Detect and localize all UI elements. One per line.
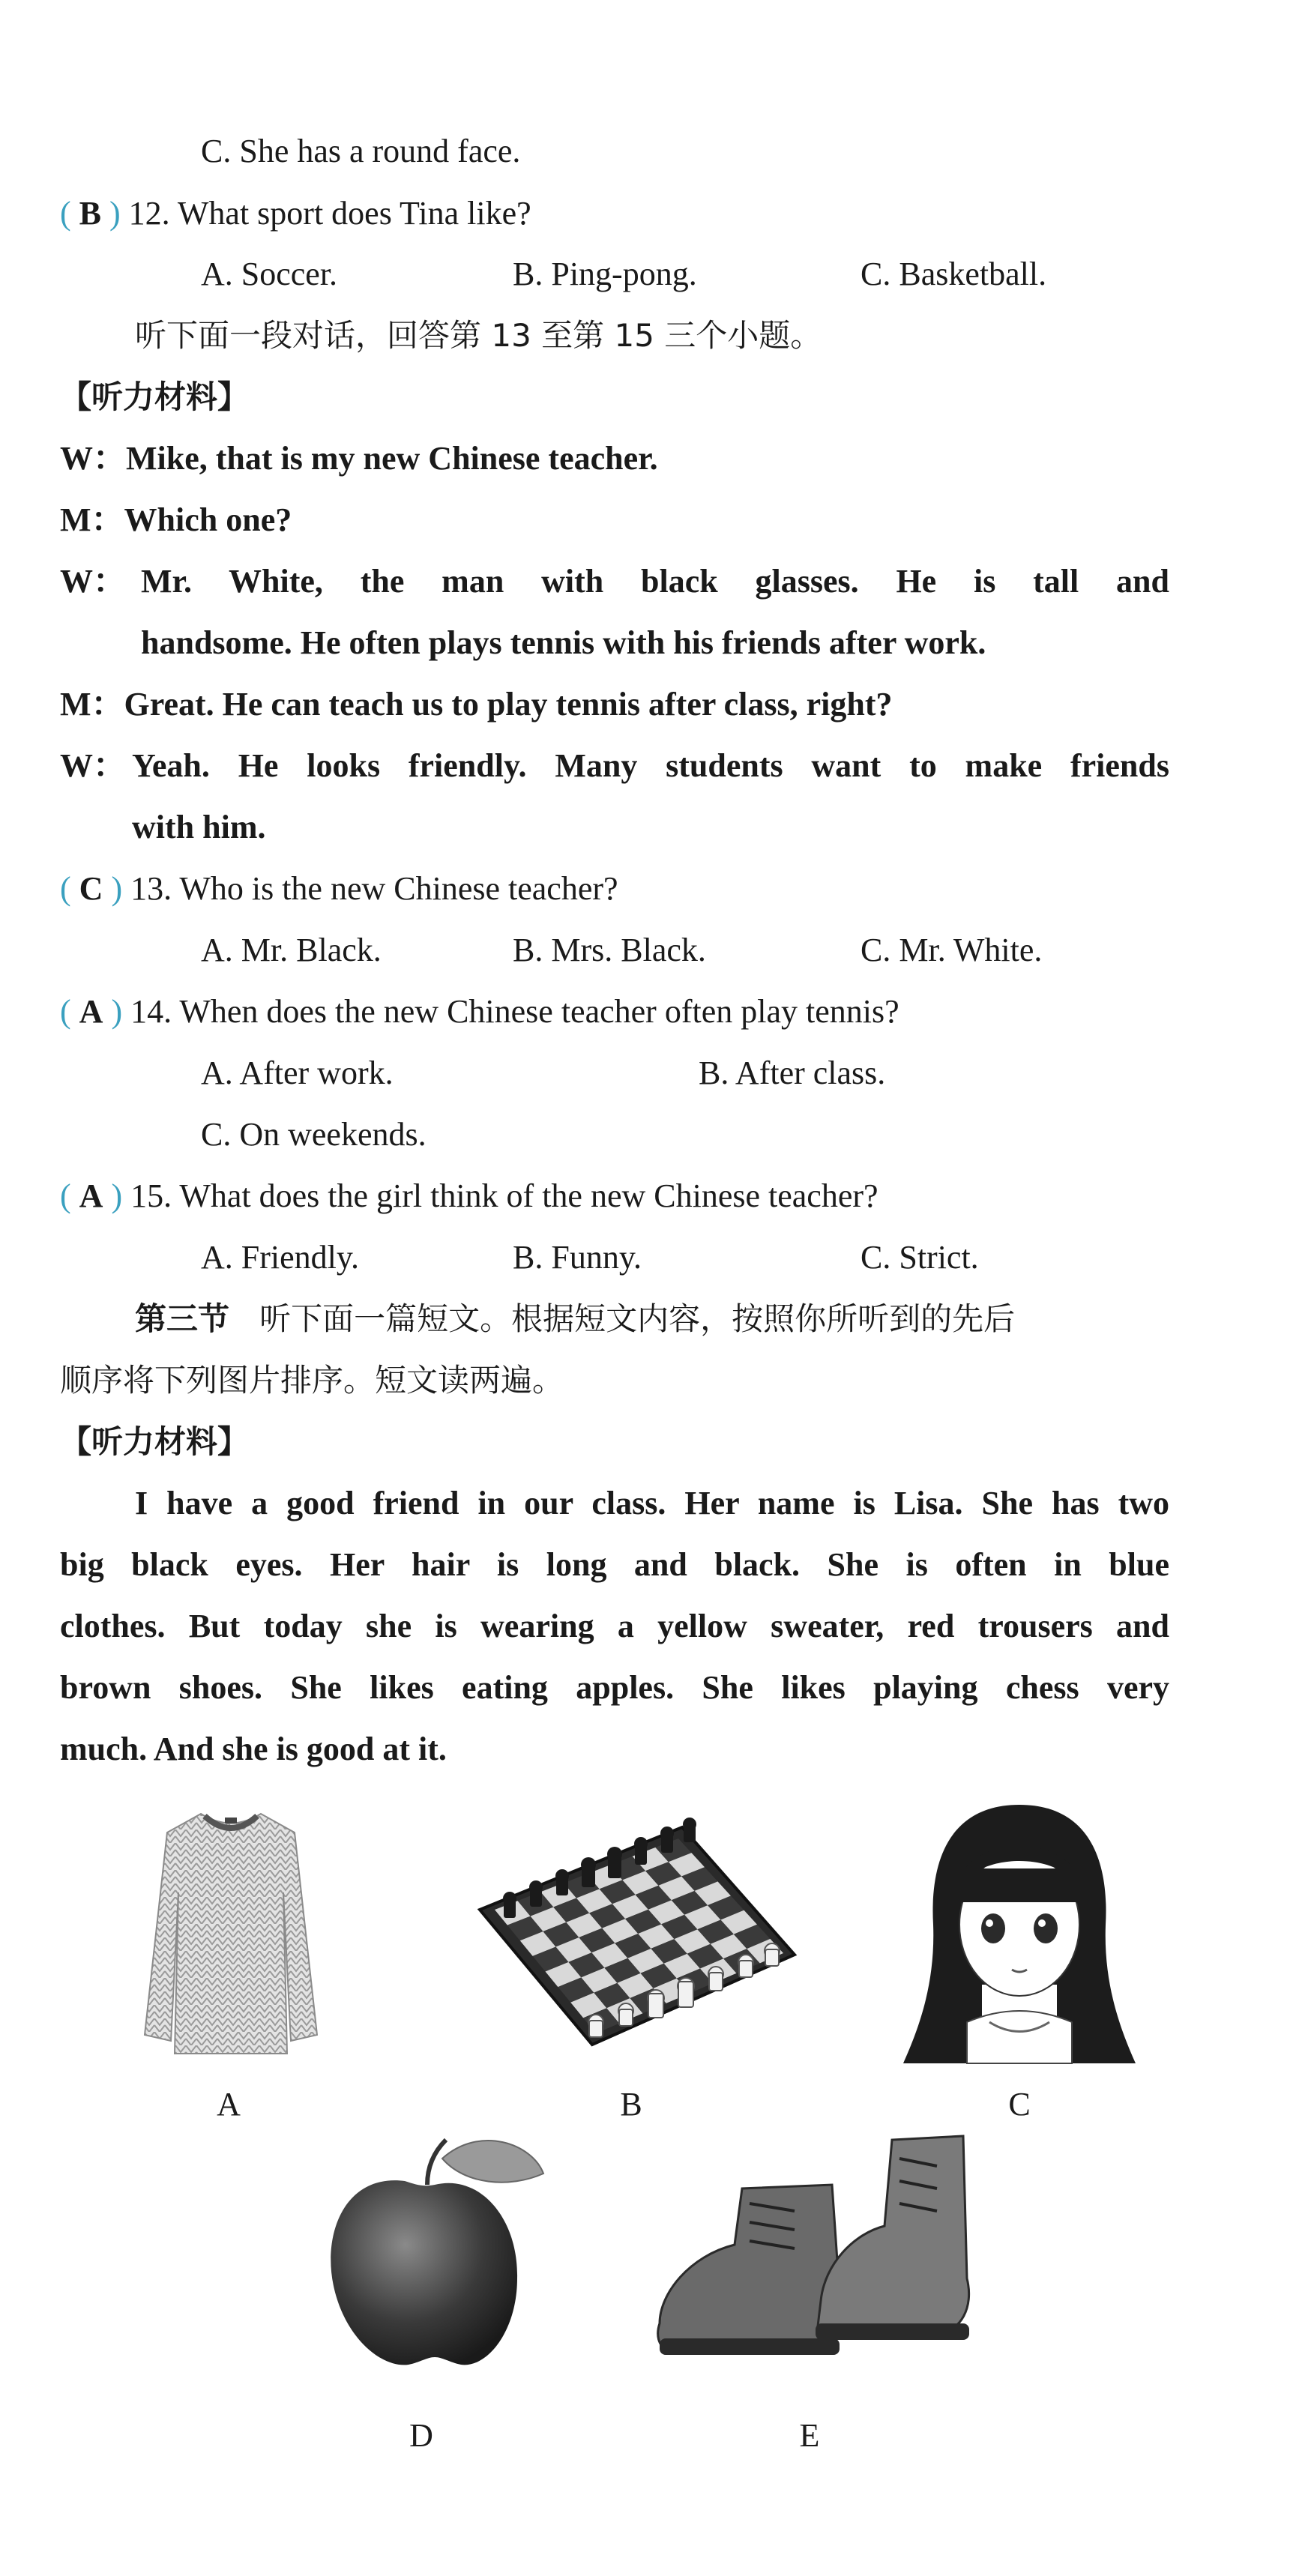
dialogue-line-5-text: Yeah. He looks friendly. Many students want to make friends	[132, 747, 1169, 784]
passage-line-4: brown shoes. She likes eating apples. She likes playing chess very	[60, 1669, 1169, 1706]
dialogue-text: Which one?	[124, 501, 292, 538]
dialogue-speaker: W：	[60, 563, 126, 600]
paren-close: )	[101, 195, 121, 232]
paren-close: )	[103, 870, 123, 907]
sweater-picture	[133, 1803, 328, 2065]
q13-option-c: C. Mr. White.	[861, 932, 1043, 968]
passage-line-2: big black eyes. Her hair is long and black. She is often in blue	[60, 1546, 1169, 1583]
picture-label-e: E	[799, 2417, 820, 2454]
q14-option-a: A. After work.	[201, 1055, 394, 1091]
q15-line	[60, 1174, 878, 1219]
q12-option-c: C. Basketball.	[861, 256, 1047, 292]
q14-answer: A	[79, 993, 103, 1030]
section3-instruction-2: 顺序将下列图片排序。短文读两遍。	[60, 1362, 564, 1399]
passage-line-3: clothes. But today she is wearing a yellow sweater, red trousers and	[60, 1608, 1169, 1644]
q13-option-b: B. Mrs. Black.	[513, 932, 706, 968]
dialogue-line-5-cont: with him.	[132, 809, 266, 845]
dialogue-speaker: M：	[60, 501, 124, 538]
q13-answer: C	[79, 870, 103, 907]
picture-label-b: B	[620, 2086, 642, 2123]
q12-question: What sport does Tina like?	[177, 195, 531, 232]
dialogue-line-3-cont: handsome. He often plays tennis with his friends after work.	[141, 624, 986, 661]
boots-picture	[645, 2121, 974, 2368]
q12-option-b: B. Ping-pong.	[513, 256, 697, 292]
dialogue-line-5	[60, 743, 126, 788]
q15-option-c: C. Strict.	[861, 1239, 979, 1276]
q12-line	[60, 191, 531, 236]
q13-line	[60, 866, 618, 911]
q15-answer: A	[79, 1177, 103, 1214]
picture-label-d: D	[409, 2417, 433, 2454]
q15-question: What does the girl think of the new Chinese teacher?	[179, 1177, 878, 1214]
section3-instruction-1: 听下面一篇短文。根据短文内容，按照你所听到的先后	[259, 1300, 1016, 1337]
q15-number: 15.	[130, 1177, 172, 1214]
passage-line-5: much. And she is good at it.	[60, 1731, 447, 1767]
intro-13-15: 听下面一段对话，回答第 13 至第 15 三个小题。	[135, 317, 822, 354]
q13-question: Who is the new Chinese teacher?	[179, 870, 618, 907]
paren-close: )	[103, 993, 123, 1030]
q15-option-a: A. Friendly.	[201, 1239, 360, 1276]
material-label-1: 【听力材料】	[60, 378, 250, 415]
dialogue-line-1	[60, 436, 658, 481]
paren-open: (	[60, 870, 79, 907]
q11-option-c: C. She has a round face.	[201, 133, 521, 169]
dialogue-speaker: W：	[60, 440, 126, 477]
chessboard-picture	[465, 1797, 810, 2067]
paren-open: (	[60, 993, 79, 1030]
picture-label-a: A	[217, 2086, 241, 2123]
q12-option-a: A. Soccer.	[201, 256, 338, 292]
q14-number: 14.	[130, 993, 172, 1030]
q15-option-b: B. Funny.	[513, 1239, 642, 1276]
dialogue-speaker: W：	[60, 747, 126, 784]
dialogue-text: Great. He can teach us to play tennis after class, right?	[124, 686, 893, 723]
section3-line-1	[135, 1297, 1015, 1342]
dialogue-text: Mike, that is my new Chinese teacher.	[126, 440, 658, 477]
paren-open: (	[60, 1177, 79, 1214]
passage-line-1: I have a good friend in our class. Her name is Lisa. She has two	[135, 1485, 1169, 1521]
q13-option-a: A. Mr. Black.	[201, 932, 382, 968]
section3-title: 第三节	[135, 1300, 230, 1337]
q12-answer: B	[79, 195, 102, 232]
dialogue-line-3-text: Mr. White, the man with black glasses. He is tall and	[141, 563, 1169, 600]
paren-close: )	[103, 1177, 123, 1214]
q13-number: 13.	[130, 870, 172, 907]
q12-number: 12.	[128, 195, 170, 232]
material-label-2: 【听力材料】	[60, 1423, 250, 1460]
dialogue-speaker: M：	[60, 686, 124, 723]
q14-option-b: B. After class.	[699, 1055, 886, 1091]
picture-label-c: C	[1008, 2086, 1031, 2123]
dialogue-line-2	[60, 498, 292, 543]
apple-picture	[315, 2129, 555, 2376]
paren-open: (	[60, 195, 79, 232]
q14-line	[60, 989, 899, 1034]
girl-portrait-picture	[899, 1797, 1139, 2067]
q14-question: When does the new Chinese teacher often play tennis?	[179, 993, 899, 1030]
q14-option-c: C. On weekends.	[201, 1116, 427, 1153]
dialogue-line-4	[60, 682, 892, 727]
dialogue-line-3	[60, 559, 126, 604]
